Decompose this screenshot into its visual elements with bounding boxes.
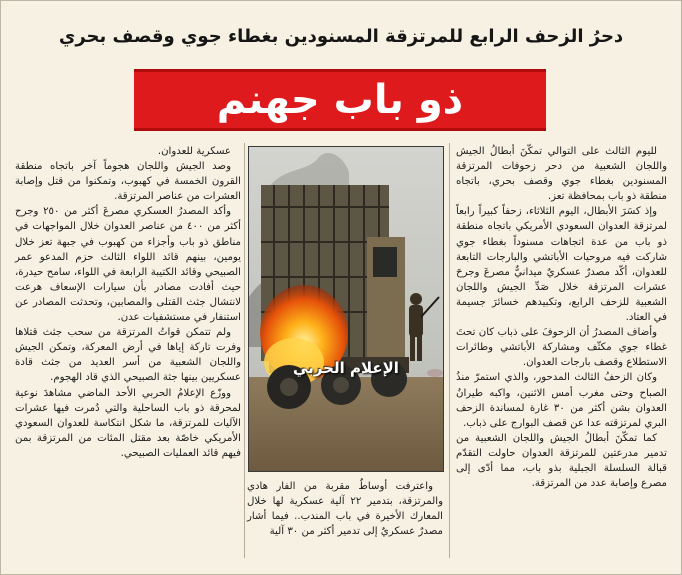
column-divider [244,143,245,558]
paragraph: وإذ كسَرَ الأبطال، اليوم الثلاثاء، زحفاً كبيراً رابعاً لمرتزقة العدوان السعودي الأمريكي باتجاه منطقة ذو باب من عدة اتجاهات مسنوداً بغطاء جوي شاركت فيه مروحيات الأباتشي والبارجات التابعة للعدوان، أكّد مصدرٌ عسكريٌ ميدانيٌّ مصرعَ وجرحَ عشرات المرتزقة خلال صَدِّ الجيش واللجان الشعبية للزحف الرابع، وتكبيدهم خسائرَ جسيمة في العتاد. [456,206,667,324]
banner-title: ذو باب جهنم [134,69,546,131]
paragraph: وأضاف المصدرُ أن الزحوفَ على ذباب كان تحتَ غطاء جوي مكثّف ومشاركة الأباتشي وطائرات الاستطلاع وقصف بارجات العدوان. [456,327,667,369]
paragraph: وصد الجيش واللجان هجوماً آخر باتجاه منطقة القرون الخمسة في كهبوب، وتمكنوا من قتل وإصابة العشرات من عناصر المرتزقة. [15,161,241,203]
paragraph: لليوم الثالث على التوالي تمكّنَ أبطالُ الجيش واللجان الشعبية من دحر زحوفات المرتزقة المسنودين بغطاء جوي وقصف بحري، باتجاه منطقة ذو باب بمحافظة تعز. [456,146,667,203]
paragraph: ووزّع الإعلامُ الحربي الأحد الماضي مشاهدَ نوعية لمحرقة ذو باب الساحلية والتي دُمرت فيها عشرات الآليات للمرتزقة، ما شكل انتكاسة للعدوان السعودي الأمريكي خاصّة بعد مقتل المئات من المرتزقة بمن فيهم قائد العمليات الصبيحي. [15,387,241,459]
paragraph: كما تمكّنَ أبطالُ الجيش واللجان الشعبية من تدمير مدرعتين للمرتزقة العدوان حاولت التقدّم قبالة السلسلة الجبلية بذو باب، مما أدّى إلى مصرع وإصابة عدد من المرتزقة. [456,432,667,490]
article-column-right [456,144,667,491]
column-divider [449,143,450,558]
paragraph: وكان الزحفُ الثالث المدحور، والذي استمرّ منذُ الصباح وحتى مغرب أمس الاثنين، واكبه طيرانُ العدوان بشن أكثر من ٣٠ غارة لمساندة الزحف البري لمرتزقته عدا عن قصف البوارج على ذباب. [456,372,667,429]
paragraph: ولم تتمكن قواتُ المرتزقة من سحب جثث قتلاها وفرت تاركة إياها في أرض المعركة، وتمكن الجيش واللجان الشعبية من أسر العديد من جثث قادة عسكريين بينها جثة الصبيحي الذي قاد الهجوم. [15,327,241,384]
article-headline: دحرُ الزحف الرابع للمرتزقة المسنودين بغطاء جوي وقصف بحري [58,26,624,47]
paragraph: واعترفت أوساطٌ مقربة من الفار هادي والمرتزقة، بتدمير ٢٢ آلية عسكرية لها خلال المعارك الأخيرة في باب المندب.. فيما أشار مصدرٌ عسكريٌ إلى تدمير أكثر من ٣٠ آلية [247,481,443,538]
paragraph: وأكد المصدرُ العسكري مصرعَ أكثر من ٢٥٠ وجرح أكثر من ٤٠٠ من عناصر العدوان خلال المواجهات في مناطق ذو باب وأجزاء من كهبوب في جبهة تعز خلال يومين، بينهم قائد اللواء الثالث حزم المدعو عمر الصبيحي وقائد الكتيبة الرابعة في اللواء، سامح حيدرة، حيث أفادت مصادر بأن سيارات الإسعاف هرعت لانتشال جثث القتلى والمصابين، وتحدثت المصادر عن استنفار في مستشفيات عدن. [15,206,241,324]
news-photo [248,146,444,472]
article-column-left [15,144,241,461]
article-column-center [247,479,443,539]
photo-watermark: الإعلام الحربي [293,359,399,377]
paragraph: عسكرية للعدوان. [157,146,231,157]
burning-vehicle-photo [249,147,443,471]
